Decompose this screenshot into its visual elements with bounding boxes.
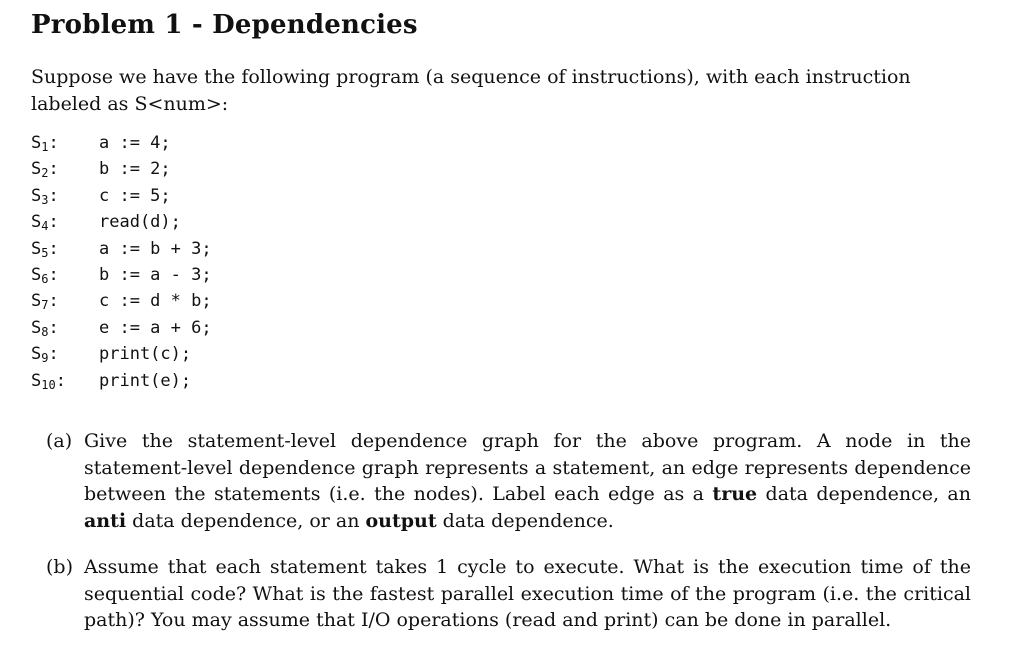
part-b-text: Assume that each statement takes 1 cycle to execute. What is the execution time of the sequential code? What is the fastest parallel execution time of the program (i.e. the critical path)? You may assume that I/O operations (read and print) can be done in parallel. bbox=[84, 556, 971, 631]
statement-code: read(d); bbox=[99, 212, 181, 233]
statement-label: $S_8$: bbox=[31, 317, 59, 339]
statement-code: print(e); bbox=[99, 370, 192, 391]
statement-label: $S_{10}$: bbox=[31, 370, 66, 392]
statement-code: a := b + 3; bbox=[99, 238, 212, 259]
statement-code: e := a + 6; bbox=[99, 317, 212, 338]
statement-label: $S_4$: bbox=[31, 212, 59, 234]
program-line bbox=[31, 341, 631, 367]
problem-title: Problem 1 - Dependencies bbox=[31, 10, 418, 40]
statement-code: b := 2; bbox=[99, 159, 171, 180]
program-line bbox=[31, 315, 631, 341]
program-line bbox=[31, 156, 631, 182]
part-a-label: (a) bbox=[46, 430, 73, 452]
program-line bbox=[31, 209, 631, 235]
statement-label: $S_7$: bbox=[31, 291, 59, 313]
program-line bbox=[31, 183, 631, 209]
program-line bbox=[31, 262, 631, 288]
part-a-text: Give the statement-level dependence graph for the above program. A node in the statement-level dependence graph represents a statement, an edge represents dependence between the statements (i.e. the nodes). Label each edge as a true data dependence, an anti data dependence, or an output data dependence. bbox=[84, 430, 971, 532]
statement-label: $S_3$: bbox=[31, 185, 59, 207]
statement-label: $S_9$: bbox=[31, 344, 59, 366]
part-a bbox=[46, 428, 971, 534]
part-b-label: (b) bbox=[46, 556, 73, 578]
part-b bbox=[46, 554, 971, 634]
program-listing bbox=[31, 130, 631, 394]
program-line bbox=[31, 130, 631, 156]
statement-label: $S_6$: bbox=[31, 264, 59, 286]
statement-code: print(c); bbox=[99, 344, 192, 365]
program-line bbox=[31, 236, 631, 262]
statement-code: c := d * b; bbox=[99, 291, 212, 312]
statement-label: $S_1$: bbox=[31, 133, 59, 154]
intro-paragraph: Suppose we have the following program (a sequence of instructions), with each instruction labeled as S<num>: bbox=[31, 66, 911, 115]
statement-label: $S_5$: bbox=[31, 238, 59, 260]
statement-code: a := 4; bbox=[99, 133, 171, 153]
statement-code: b := a - 3; bbox=[99, 264, 212, 285]
program-line bbox=[31, 368, 631, 394]
statement-label: $S_2$: bbox=[31, 159, 59, 181]
program-line bbox=[31, 288, 631, 314]
question-parts bbox=[46, 428, 971, 654]
statement-code: c := 5; bbox=[99, 185, 171, 206]
